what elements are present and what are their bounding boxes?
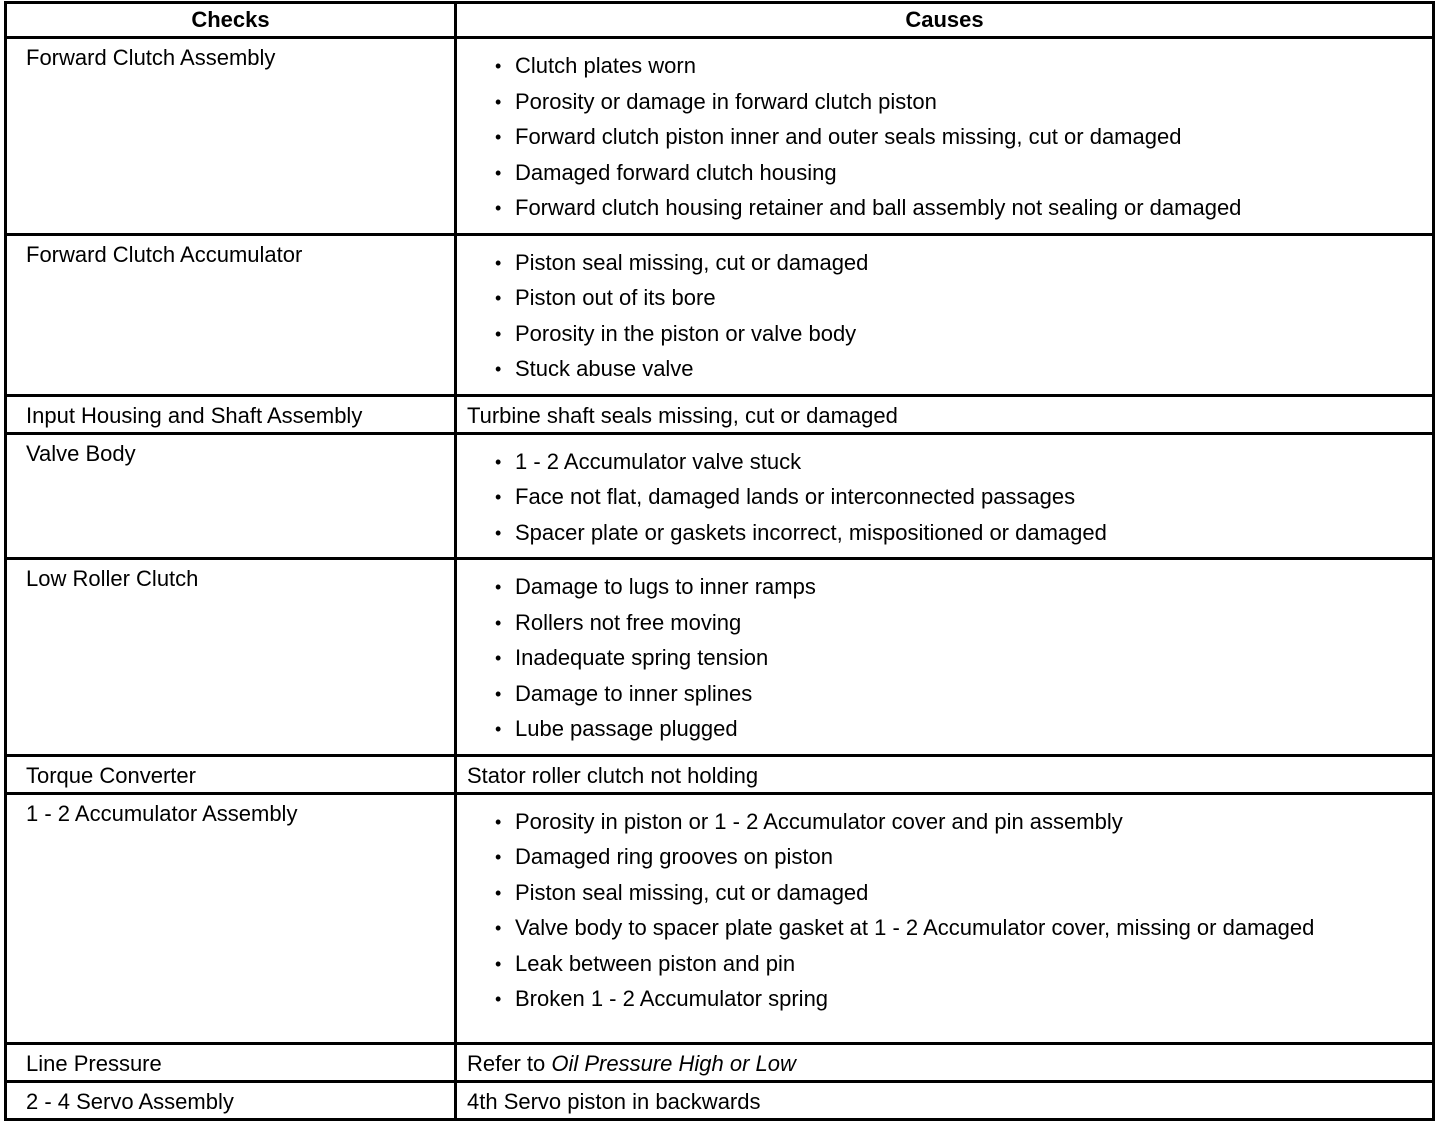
cause-text: Turbine shaft seals missing, cut or damaged bbox=[467, 402, 898, 428]
cause-item: • Inadequate spring tension bbox=[495, 645, 1422, 671]
cause-item: • Rollers not free moving bbox=[495, 610, 1422, 636]
cause-item: • Broken 1 - 2 Accumulator spring bbox=[495, 986, 1422, 1012]
cause-item: • Spacer plate or gaskets incorrect, mispositioned or damaged bbox=[495, 520, 1422, 546]
header-row bbox=[6, 3, 1434, 38]
check-cell bbox=[6, 395, 456, 433]
cause-reference: Oil Pressure High or Low bbox=[551, 1050, 796, 1076]
check-cell bbox=[6, 793, 456, 1043]
cause-item: • Clutch plates worn bbox=[495, 53, 1422, 79]
check-cell bbox=[6, 559, 456, 756]
cause-item: • Forward clutch housing retainer and ball assembly not sealing or damaged bbox=[495, 195, 1422, 221]
diagnosis-sheet bbox=[4, 1, 1432, 1114]
cause-text: Stator roller clutch not holding bbox=[467, 762, 759, 788]
cause-item: • Forward clutch piston inner and outer seals missing, cut or damaged bbox=[495, 124, 1422, 150]
check-cell bbox=[6, 1043, 456, 1081]
cause-item: • Piston out of its bore bbox=[495, 285, 1422, 311]
table-row bbox=[6, 755, 1434, 793]
cause-item: • Porosity in piston or 1 - 2 Accumulator cover and pin assembly bbox=[495, 809, 1422, 835]
cause-item: • Damaged forward clutch housing bbox=[495, 160, 1422, 186]
cause-text bbox=[457, 1045, 1432, 1077]
table-row bbox=[6, 793, 1434, 1043]
cause-text: 4th Servo piston in backwards bbox=[467, 1088, 761, 1114]
check-label: Forward Clutch Assembly bbox=[26, 45, 276, 70]
causes-cell bbox=[456, 433, 1434, 559]
cause-item: • Leak between piston and pin bbox=[495, 951, 1422, 977]
check-cell bbox=[6, 234, 456, 395]
causes-list bbox=[457, 236, 1432, 394]
cause-item: • Stuck abuse valve bbox=[495, 356, 1422, 382]
check-label: Low Roller Clutch bbox=[26, 566, 199, 591]
table-row bbox=[6, 433, 1434, 559]
header-causes: Causes bbox=[456, 3, 1434, 38]
cause-item: • Face not flat, damaged lands or interconnected passages bbox=[495, 484, 1422, 510]
check-cell bbox=[6, 38, 456, 235]
header-checks: Checks bbox=[6, 3, 456, 38]
causes-cell bbox=[456, 793, 1434, 1043]
table-row bbox=[6, 395, 1434, 433]
check-cell bbox=[6, 755, 456, 793]
table-row bbox=[6, 234, 1434, 395]
diagnosis-table bbox=[4, 1, 1435, 1121]
check-label: Line Pressure bbox=[26, 1050, 162, 1076]
cause-item: • Damage to lugs to inner ramps bbox=[495, 574, 1422, 600]
cause-item: • Porosity or damage in forward clutch piston bbox=[495, 89, 1422, 115]
cause-item: • Damaged ring grooves on piston bbox=[495, 844, 1422, 870]
check-cell bbox=[6, 433, 456, 559]
causes-cell bbox=[456, 559, 1434, 756]
causes-list bbox=[457, 795, 1432, 1024]
cause-item: • Piston seal missing, cut or damaged bbox=[495, 250, 1422, 276]
causes-cell bbox=[456, 1081, 1434, 1119]
check-label: Torque Converter bbox=[26, 762, 196, 788]
causes-cell bbox=[456, 1043, 1434, 1081]
causes-list bbox=[457, 435, 1432, 558]
causes-cell bbox=[456, 234, 1434, 395]
cause-prefix: Refer to bbox=[467, 1050, 552, 1076]
check-label: 1 - 2 Accumulator Assembly bbox=[26, 800, 298, 826]
table-row bbox=[6, 1043, 1434, 1081]
check-label: Valve Body bbox=[26, 440, 136, 466]
cause-item: • Valve body to spacer plate gasket at 1 - 2 Accumulator cover, missing or damaged bbox=[495, 915, 1422, 941]
cause-item: • Porosity in the piston or valve body bbox=[495, 321, 1422, 347]
table-row bbox=[6, 1081, 1434, 1119]
check-cell bbox=[6, 1081, 456, 1119]
check-label: Forward Clutch Accumulator bbox=[26, 241, 303, 267]
check-label: 2 - 4 Servo Assembly bbox=[26, 1088, 234, 1114]
table-row bbox=[6, 559, 1434, 756]
cause-item: • Piston seal missing, cut or damaged bbox=[495, 880, 1422, 906]
causes-cell bbox=[456, 38, 1434, 235]
table-row bbox=[6, 38, 1434, 235]
causes-list bbox=[457, 560, 1432, 754]
cause-item: • Lube passage plugged bbox=[495, 716, 1422, 742]
causes-list bbox=[457, 39, 1432, 233]
causes-cell bbox=[456, 395, 1434, 433]
check-label: Input Housing and Shaft Assembly bbox=[26, 402, 363, 428]
cause-item: • 1 - 2 Accumulator valve stuck bbox=[495, 449, 1422, 475]
causes-cell bbox=[456, 755, 1434, 793]
cause-item: • Damage to inner splines bbox=[495, 681, 1422, 707]
